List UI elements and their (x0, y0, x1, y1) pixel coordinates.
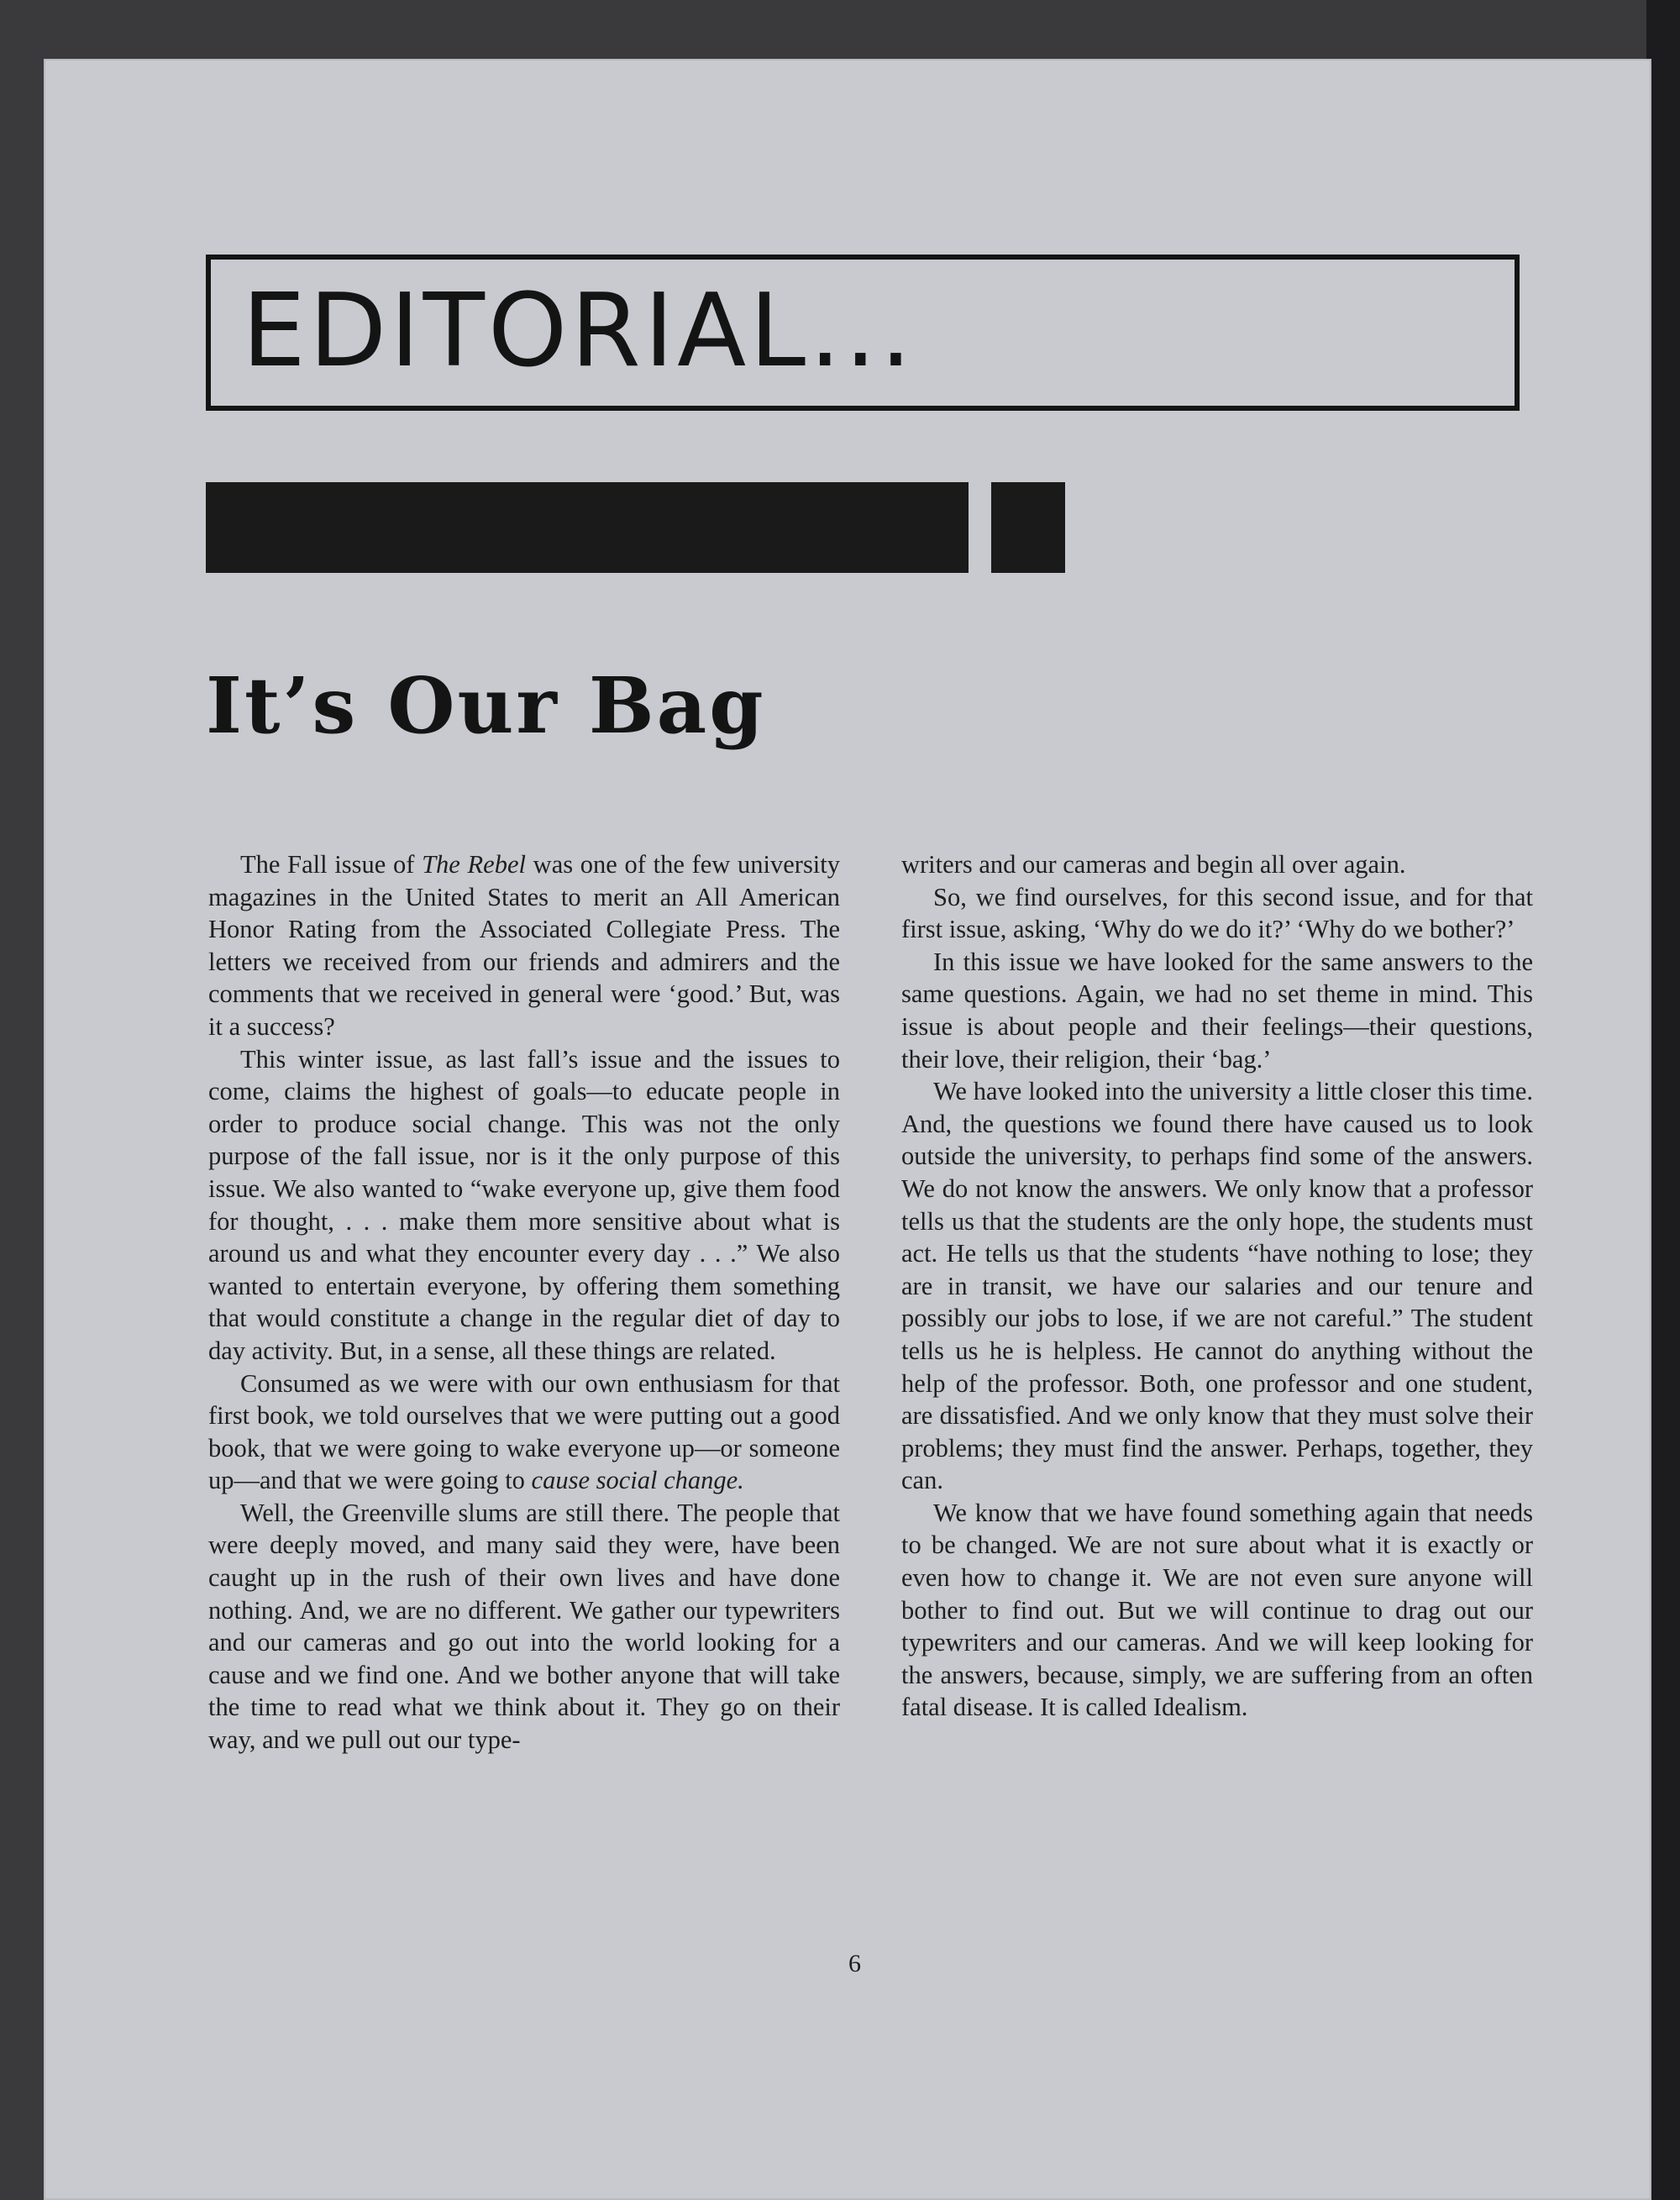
paragraph-text: The Fall issue of (240, 850, 423, 879)
publication-name: The Rebel (422, 850, 526, 879)
paragraph-text: This winter issue, as last fall’s issue and the issues to come, claims the highest of goals—to educate people in order to produce social change. This was not the only purpose of the fall issue, nor is it the only purpose of this issue. We also wanted to “wake everyone up, give them food for thought, . . . make them more sensitive about what is around us and what they encounter every day . . .” We also wanted to entertain everyone, by offering them something that would constitute a change in the regular diet of day to day activity. But, in a sense, all these things are related. (208, 1044, 840, 1365)
article-title: It’s Our Bag (206, 660, 766, 751)
emphasis-text: cause social change. (531, 1466, 744, 1495)
paragraph-text: was one of the few university magazines in the United States to merit an All American Honor Rating from the Associated Collegiate Press. The letters we received from our friends and admirers and the comments that we received in general were ‘good.’ But, was it a success? (208, 850, 841, 1041)
article-paragraph (208, 1043, 840, 1368)
article-paragraph-continued: writers and our cameras and begin all over again. (901, 850, 1406, 879)
paragraph-text: Well, the Greenville slums are still there. The people that were deeply moved, and many said they were, have been caught up in the rush of their own lives and have done nothing. And, we are no different. We gather our typewriters and our cameras and go out into the world looking for a cause and we find one. And we bother anyone that will take the time to read what we think about it. They go on their way, and we pull out our type- (208, 1498, 840, 1755)
editorial-header-box (206, 255, 1520, 411)
article-paragraph: We know that we have found something again that needs to be changed. We are not sure about what it is exactly or even how to change it. We are not even sure anyone will bother to find out. But we will continue to drag out our typewriters and our cameras. And we will keep looking for the answers, because, simply, we are suffering from an often fatal disease. It is called Idealism. (901, 1498, 1533, 1722)
editorial-header-label: EDITORIAL... (242, 273, 916, 390)
article-paragraph: We have looked into the university a little closer this time. And, the questions we found there have caused us to look outside the university, to perhaps find some of the answers. We do not know the answers. We only know that a professor tells us that the students are the only hope, the students must act. He tells us that the students “have nothing to lose; they are in transit, we have our salaries and our tenure and possibly our jobs to lose, if we are not careful.” The student tells us he is helpless. He cannot do anything without the help of the professor. Both, one professor and one student, are dissatisfied. And we only know that they must solve their problems; they must find the answer. Perhaps, together, they can. (901, 1077, 1533, 1495)
paragraph-text: Consumed as we were with our own enthusiasm for that first book, we told ourselves that we were putting out a good book, that we were going to wake everyone up—or someone up—and that we were going to (208, 1368, 840, 1495)
article-paragraph (208, 1368, 840, 1497)
binding-spine (1646, 0, 1680, 2200)
article-paragraph (208, 1497, 840, 1756)
article-paragraph: So, we find ourselves, for this second issue, and for that first issue, asking, ‘Why do we do it?’ ‘Why do we bother?’ (901, 882, 1533, 944)
article-column-right (901, 848, 1533, 1724)
page-number: 6 (848, 1950, 861, 1977)
article-paragraph (208, 848, 840, 1043)
article-column-left (208, 848, 840, 1756)
decorative-bar-long (206, 482, 969, 573)
decorative-bar-short (991, 482, 1065, 573)
article-paragraph: In this issue we have looked for the same answers to the same questions. Again, we had no set theme in mind. This issue is about people and their feelings—their questions, their love, their religion, their ‘bag.’ (901, 947, 1533, 1074)
